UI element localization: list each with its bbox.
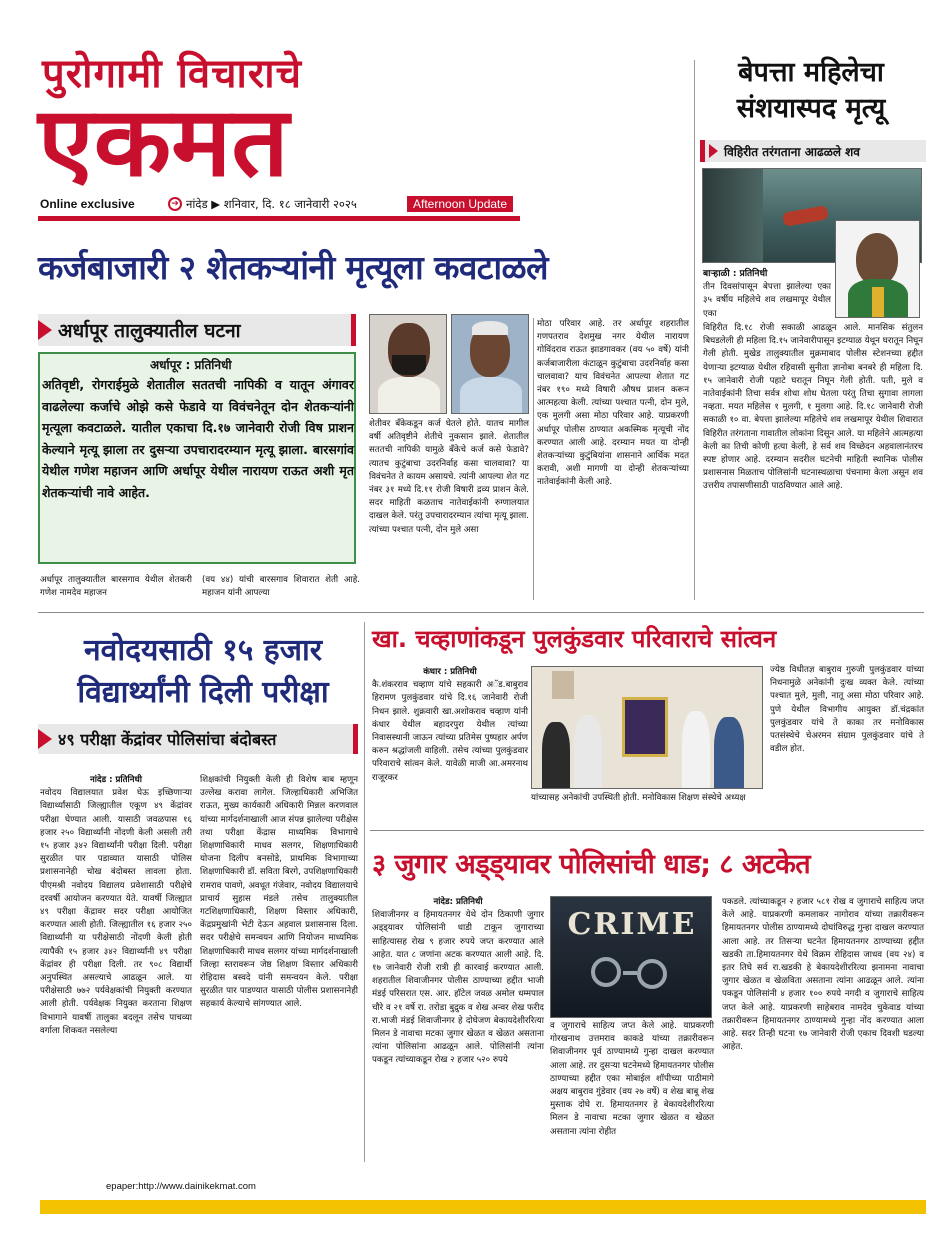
right-column-divider bbox=[694, 60, 695, 600]
masthead-rule bbox=[38, 216, 520, 221]
navodaya-col1-text: नवोदय विद्यालयात प्रवेश घेऊ इच्छिणाऱ्या विद्यार्थ्यांसाठी जिल्ह्यातील एकूण ४९ केंद्रांवर परीक्षा घेण्यात आली. यासाठी जवळपास १६ हजार २५० विद्यार्थ्यांनी नोंदणी केली असली तरी १५ हजार ३४२ विद्यार्थ्यांनी परीक्षा दिली. परीक्षा सुरळीत पार पडाव्यात यासाठी पोलिस प्रशासनानेही चोख बंदोबस्त लावला होता. पीएमश्री नवोदय विद्यालय प्रवेशासाठी परीक्षेचे दरवर्षी आयोजन करण्यात येते. यावर्षी जिल्ह्यात ४९ परीक्षा केंद्रावर सदर परीक्षा आयोजित करण्यात आली होती. जिल्ह्यातील १६ हजार २५० विद्यार्थ्यांनी या परीक्षेसाठी नोंदणी केली होती त्यापैकी १५ हजार ३४२ विद्यार्थ्यांनी ४९ परीक्षा केंद्रांवर ही परीक्षा दिली. तर ९०८ विद्यार्थी अनुपस्थित असल्याचे आढळून आले. या परीक्षेसाठी ७७२ पर्यवेक्षकांची नियुक्ती करण्यात आली होती. पर्यवेक्षक नियुक्त करताना शिक्षण विभागाने यावर्षी तालुका बदलून तसेच पाचव्या वर्गाला शिकवत नसलेल्या bbox=[40, 788, 192, 1036]
navodaya-byline: नांदेड : प्रतिनिधी bbox=[89, 775, 143, 785]
woman-body bbox=[703, 322, 923, 494]
gambling-col1 bbox=[372, 896, 544, 1068]
condolence-photo bbox=[531, 666, 763, 789]
farmers-col3-text: शेतीवर बँकेकडून कर्ज घेतले होते. यातच मागील वर्षी अतिवृष्टीने शेतीचे नुकसान झाले. शेतातील सततची नापिकी यामुळे बँकेचे कर्ज कसे फेडावे? त्यातच कुटुंबाचा उदरनिर्वाह कसा चालवावा? या विवंचनेत ते कायम असायचे. त्यांनी आपल्या शेत गट नंबर ३१ मध्ये दि.११ रोजी विषारी द्रव्य प्राशन केले. सदर माहिती कळताच नातेवाईकांनी रुग्णालयात दाखल केले. परंतु उपचारादरम्यान त्यांचा मृत्यू झाला. त्यांच्या पश्चात पत्नी, दोन मुले असा bbox=[369, 419, 529, 535]
woman-portrait bbox=[835, 220, 920, 318]
masthead bbox=[38, 52, 408, 202]
crime-label: CRIME bbox=[567, 907, 697, 942]
afternoon-update-badge: Afternoon Update bbox=[407, 196, 513, 212]
navodaya-col1 bbox=[40, 774, 192, 1038]
navodaya-col2 bbox=[200, 774, 358, 1012]
chavan-col3 bbox=[770, 664, 924, 756]
masthead-name: एकमत bbox=[38, 86, 289, 198]
subhead-arrow-icon bbox=[709, 144, 718, 158]
chavan-col1-text: कै.शंकरराव चव्हाण यांचे सहकारी अॅड.बाबुराव हिरामण पुलकुंडवार यांचे दि.१६ जानेवारी रोजी निधन झाले. शुक्रवारी खा.अशोकराव चव्हाण यांनी कंधार येथील बहादरपुरा येथील त्यांच्या निवासस्थानी जाऊन त्यांच्या प्रतिमेस पुष्पहार अर्पण करुन श्रद्धांजली वाहिली. तसेच त्यांच्या पुलकुंडवार परिवाराचे सांत्वन केले. यावेळी माजी आ.अमरनाथ राजूरकर bbox=[372, 680, 528, 783]
masthead-tagline: पुरोगामी विचाराचे bbox=[42, 51, 303, 97]
subhead-arrow-icon bbox=[38, 729, 52, 749]
farmer-photo-1 bbox=[369, 314, 447, 414]
farmers-subhead bbox=[38, 314, 356, 346]
woman-headline bbox=[700, 55, 922, 127]
gambling-col2 bbox=[550, 1020, 714, 1139]
chavan-col2 bbox=[531, 792, 763, 805]
navodaya-headline-line1: नवोदयसाठी १५ हजार bbox=[84, 633, 322, 668]
farmers-byline: अर्धापूर : प्रतिनिधी bbox=[150, 358, 232, 372]
gambling-col2-text: व जुगाराचे साहित्य जप्त केले आहे. याप्रकरणी गोरखनाथ उत्तमराव काकडे यांच्या तक्रारीवरून शिवाजीनगर पूर्व ठाण्यामध्ये गुन्हा दाखल करण्यात आला आहे. तर दुसऱ्या घटनेमध्ये हिमायतनगर पोलीस ठाण्याच्या हद्दीत एका मोबाईल शॉपीच्या पाठीमागे अक्षय बाबुराव गुंडेवार (वय २७ वर्षे) व शेख बाबू शेख मुस्ताक दोघे रा. हिमायतनगर हे बेकायदेशीररित्या मिलन डे नावाचा मटका जुगार खेळत व खेळत असताना त्यांना रोहीत bbox=[550, 1021, 714, 1137]
gambling-byline: नांदेड: प्रतिनिधी bbox=[433, 897, 483, 907]
gambling-col3-text: पकडले. त्यांच्याकडून २ हजार ५८१ रोख व जुगाराचे साहित्य जप्त केले आहे. याप्रकरणी कमलाकर नागोराव यांच्या तक्रारीवरून हिमायतनगर पोलीस ठाण्यामध्ये दोघांविरुद्ध गुन्हा दाखल करण्यात आला आहे. तर तिसऱ्या घटनेत हिमायतनगर ठाण्याच्या हद्दीत खडकी ता.हिमायतनगर येथे विक्रम रोहिदास जाधव (वय २४) व इतर तिघे सर्व रा.खडकी हे बेकायदेशीररित्या झनामना नावाचा जुगार खेळत व खेळविता असताना त्यांना आढळून आले. त्यांना पकडून पोलिसांनी ४ हजार १०० रुपये नगदी व जुगाराचे साहित्य जप्त केले आहे. याप्रकरणी साहेबराव नामदेव चुकेवाड यांच्या तक्रारीवरून हिमायतनगर ठाण्यामध्ये गुन्हा नोंद करण्यात आला आहे. सदर तिन्ही घटना १७ जानेवारी रोजी एकाच दिवशी घडल्या आहेत. bbox=[722, 897, 924, 1053]
woman-subhead-text: विहिरीत तरंगताना आढळले शव bbox=[724, 144, 860, 159]
woman-lead: तीन दिवसांपासून बेपत्ता झालेल्या एका ३५ वर्षीय महिलेचे शव लखमापूर येथील एका bbox=[703, 282, 831, 319]
farmers-col1 bbox=[40, 574, 192, 600]
dateline: नांदेड ▶ शनिवार, दि. १८ जानेवारी २०२५ bbox=[186, 197, 357, 211]
chavan-col1 bbox=[372, 666, 528, 785]
farmers-col3 bbox=[369, 418, 529, 537]
gambling-col3 bbox=[722, 896, 924, 1054]
section-divider bbox=[370, 830, 924, 831]
farmers-col4 bbox=[537, 318, 689, 490]
woman-lead-block bbox=[703, 268, 831, 321]
gambling-headline: ३ जुगार अड्ड्यावर पोलिसांची धाड; ८ अटकेत bbox=[372, 849, 811, 880]
woman-body-text: विहिरीत दि.१८ रोजी सकाळी आढळून आले. मानसिक संतुलन बिघडलेली ही महिला दि.१५ जानेवारीपासून इटग्याळ येथून घरातून निघून गेली होती. मुखेड तालुक्यातील मुक्रमाबाद पोलीस स्टेशनच्या हद्दीत येणाऱ्या इटग्याळ येथील रहिवासी सुनीता ज्ञानोबा बनबरे ही महिला दि. १५ जानेवारी रोजी पहाटे घरातून निघून गेली होती. पती, मुले व नातेवाईकांनी तिचा सर्वत्र शोधा शोध घेतला परंतु तिचा सुगावा लागला नव्हता. मयत महिलेस १ मुलगी, १ मुलगा आहे. दि.१८ जानेवारी रोजी सकाळी १० वा. बेपत्ता झालेल्या महिलेचे शव लखमापूर येथील शिवारात विहिरीत तरंगताना गावातील लोकांना दिसून आले. या महिलेने आत्महत्या केली का तिची कोणी हत्या केली, हे सर्व शव विच्छेदन अहवालानंतरच स्पष्ट होणार आहे. दरम्यान सदरील घटनेची माहिती स्थानिक पोलीस प्रशासनास मिळताच पोलिसांनी घटनास्थळाचा पंचनामा केला असून शव उत्तरीय तपासणीसाठी पाठविण्यात आले आहे. bbox=[703, 323, 923, 492]
chavan-col2-text: यांच्यासह अनेकांची उपस्थिती होती. मनोविकास शिक्षण संस्थेचे अध्यक्ष bbox=[531, 793, 746, 803]
farmers-subhead-text: अर्धापूर तालुक्यातील घटना bbox=[58, 320, 241, 342]
woman-byline: बाऱ्हाळी : प्रतिनिधी bbox=[703, 269, 768, 279]
subhead-arrow-icon bbox=[38, 320, 52, 340]
navodaya-headline-line2: विद्यार्थ्यांनी दिली परीक्षा bbox=[77, 675, 329, 710]
navodaya-divider bbox=[364, 622, 365, 1162]
dateline-arrow-icon: ➔ bbox=[168, 197, 182, 211]
gambling-col1-text: शिवाजीनगर व हिमायतनगर येथे दोन ठिकाणी जुगार अड्ड्यावर पोलिसांनी धाडी टाकून जुगाराच्या साहित्यासह रोख ९ हजार रुपये जप्त करण्यात आले आहेत. यात ८ जणांना अटक करण्यात आली आहे. दि. १७ जानेवारी रोजी रात्री ही कारवाई करण्यात आली. शहरातील शिवाजीनगर पोलीस ठाण्याच्या हद्दीत भाजी मंडई परिसरात एस. आर. हॉटेल जवळ अमोल धम्मपाल चौरे व २१ वर्षे रा. तरोडा बुद्रुक व शेख अन्वर शेख फरीद रा.भाजी मंडई शिवाजीनगर हे दोघेजण बेकायदेशीररित्या मिलन डे नावाचा मटका जुगार खेळत व खेळत असताना त्यांना पोलिसांना आढळून आले. पोलिसांनी त्यांना पकडून त्यांच्याकडून रोख २ हजार ५२० रुपये bbox=[372, 910, 544, 1066]
crime-photo bbox=[550, 896, 712, 1018]
farmers-headline: कर्जबाजारी २ शेतकऱ्यांनी मृत्यूला कवटाळले bbox=[38, 248, 548, 287]
online-exclusive-label: Online exclusive bbox=[40, 197, 135, 211]
navodaya-subhead-text: ४९ परीक्षा केंद्रांवर पोलिसांचा बंदोबस्त bbox=[58, 730, 277, 749]
chavan-headline: खा. चव्हाणांकडून पुलकुंडवार परिवाराचे सांत्वन bbox=[372, 625, 777, 653]
woman-headline-line1: बेपत्ता महिलेचा bbox=[738, 57, 884, 88]
woman-subhead bbox=[700, 140, 926, 162]
column-divider bbox=[533, 318, 534, 600]
farmers-col2-text: (वय ४४) यांची बारसगाव शिवारात शेती आहे. महाजन यांनी आपल्या bbox=[202, 575, 360, 599]
footer-bar bbox=[40, 1200, 926, 1214]
chavan-col3-text: ज्येष्ठ विधीतज्ञ बाबुराव गुरुजी पुलकुंडवार यांच्या निधनामुळे अनेकांनी दुःख व्यक्त केले. त्यांच्या पश्चात मुले, मुली, नातू असा मोठा परिवार आहे. पुणे येथील विभागीय आयुक्त डॉ.चंद्रकांत पुलकुंडवार यांचे ते काका तर मनोविकास पतसंस्थेचे चेअरमन संग्राम पुलकुंडवार यांचे ते वडील होत. bbox=[770, 665, 924, 755]
navodaya-subhead bbox=[38, 724, 358, 754]
farmers-col2 bbox=[202, 574, 360, 600]
navodaya-col2-text: शिक्षकांची नियुक्ती केली ही विशेष बाब म्हणून उल्लेख करावा लागेल. जिल्हाधिकारी अभिजित राऊत, मुख्य कार्यकारी अधिकारी मिन्नल करणवाल यांच्या मार्गदर्शनाखाली आज संपन्न झालेल्या परीक्षेस तथा परीक्षा केंद्रास माध्यमिक विभागाचे शिक्षणाधिकारी माधव सलगर, शिक्षणाधिकारी योजना दिलीप बनसोडे, प्राथमिक विभागाच्या शिक्षणाधिकारी डॉ. सविता बिरगे, उपशिक्षणाधिकारी रामराव पावणे, अवधूत गंजेवार, नवोदय विद्यालयाचे प्राचार्य सुहास मंडले तसेच तालुक्यातील गटशिक्षणाधिकारी, शिक्षण विस्तार अधिकारी, केंद्रप्रमुखांनी भेटी देऊन अहवाल प्रशासनास दिला. सदर परीक्षेचे समन्वयन आणि नियोजन माध्यमिक शिक्षणाधिकारी माधव सलगर यांच्या मार्गदर्शनाखाली जिल्हा स्तरावरून जेष्ठ शिक्षण विस्तार अधिकारी रोहिदास बस्वदे यांनी समन्वयन केले. परीक्षा सुरळीत पार पाडण्यात यासाठी पोलीस प्रशासनानेही सहकार्य केल्याचे सांगण्यात आले. bbox=[200, 775, 358, 1010]
chavan-byline: कंधार : प्रतिनिधी bbox=[423, 667, 477, 677]
section-divider bbox=[38, 612, 924, 613]
woman-headline-line2: संशयास्पद मृत्यू bbox=[736, 93, 886, 124]
farmers-col1-text: अर्धापूर तालुक्यातील बारसगाव येथील शेतकरी गणेश नामदेव महाजन bbox=[40, 575, 192, 599]
farmers-col4-text: मोठा परिवार आहे. तर अर्धापूर शहरातील गणपतराव देशमुख नगर येथील नारायण गोविंदराव राऊत झाडगावकर (वय ५० वर्षे) यांनी कर्जबाजारीला कंटाळून कुटुंबाचा उदरनिर्वाह कसा चालवावा? याच विवंचनेत आपल्या शेतात गट नंबर १९० मध्ये विषारी औषध प्राशन करून आत्महत्या केली. त्यांच्या पश्चात पत्नी, दोन मुले, एक मुलगी असा मोठा परिवार आहे. याप्रकरणी अर्धापूर पोलीस ठाण्यात अकस्मिक मृत्यूची नोंद करण्यात आली आहे. दरम्यान मयत या दोन्ही शेतकऱ्यांच्या कुटुंबियांना शासनाने आर्थिक मदत करावी, अशी मागणी या दोन्ही शेतकऱ्यांच्या नातेवाईकांनी केली आहे. bbox=[537, 319, 689, 488]
farmer-photo-2 bbox=[451, 314, 529, 414]
navodaya-headline bbox=[38, 630, 368, 714]
farmers-intro: अतिवृष्टी, रोगराईमुळे शेतातील सततची नापिकी व यातून अंगावर वाढलेल्या कर्जाचे ओझे कसे फेडावे या विवंचनेतून दोन शेतकऱ्यांनी मृत्यूला कवटाळले. यातील एकाचा दि.१७ जानेवारी रोजी विष प्राशन केल्याने मृत्यू झाला तर दुसऱ्या उपचारादरम्यान मृत्यू झाला. बारसगांव येथील गणेश महाजन आणि अर्धापूर येथील नारायण राऊत अशी मृत शेतकऱ्यांची नावे आहेत. bbox=[42, 377, 354, 500]
footer-url: epaper:http://www.dainikekmat.com bbox=[106, 1181, 256, 1192]
